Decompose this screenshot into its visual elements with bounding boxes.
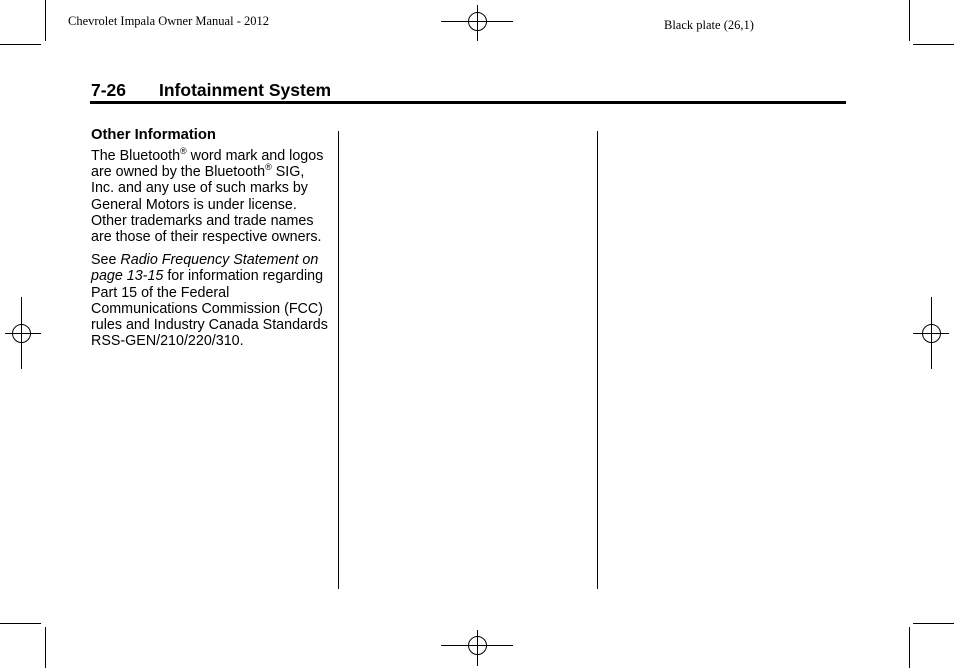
crop-mark [0, 44, 41, 45]
registration-mark-circle [12, 324, 31, 343]
crop-mark [913, 623, 954, 624]
registered-mark: ® [180, 146, 187, 157]
p1-text-a: The Bluetooth [91, 148, 181, 164]
cross-reference-link[interactable]: Radio Frequency Statement on page 13-15 [91, 252, 319, 285]
column-divider-2 [597, 131, 598, 589]
crop-mark [913, 44, 954, 45]
page-number: 7-26 [91, 80, 127, 100]
crop-mark [45, 627, 46, 668]
content-heading: Other Information [91, 127, 216, 143]
p2-text-a: See [91, 252, 121, 269]
p1-text-c: SIG, Inc. and any use of such marks by General Motors is under license. Other trademarks and trade names are those of their respective owners. [91, 164, 322, 246]
p2-text-b: for information regarding Part 15 of the Federal Communications Commission (FCC) rules and Industry Canada Standards RSS-GEN/210/220/310. [91, 268, 328, 350]
p1-text-b: word mark and logos are owned by the Bluetooth [91, 148, 324, 181]
crop-mark [0, 623, 41, 624]
paragraph-bluetooth [91, 148, 331, 245]
section-title: Infotainment System [159, 80, 332, 100]
column-divider-1 [338, 131, 339, 589]
manual-title: Chevrolet Impala Owner Manual - 2012 [68, 14, 269, 28]
plate-label: Black plate (26,1) [664, 18, 754, 32]
crop-mark [45, 0, 46, 41]
registration-mark-circle [468, 636, 487, 655]
paragraph-fcc [91, 252, 331, 349]
crop-mark [909, 0, 910, 41]
content-column [91, 126, 331, 356]
registration-mark-circle [922, 324, 941, 343]
crop-mark [909, 627, 910, 668]
registered-mark: ® [265, 162, 272, 173]
section-rule [90, 101, 846, 104]
registration-mark-circle [468, 12, 487, 31]
